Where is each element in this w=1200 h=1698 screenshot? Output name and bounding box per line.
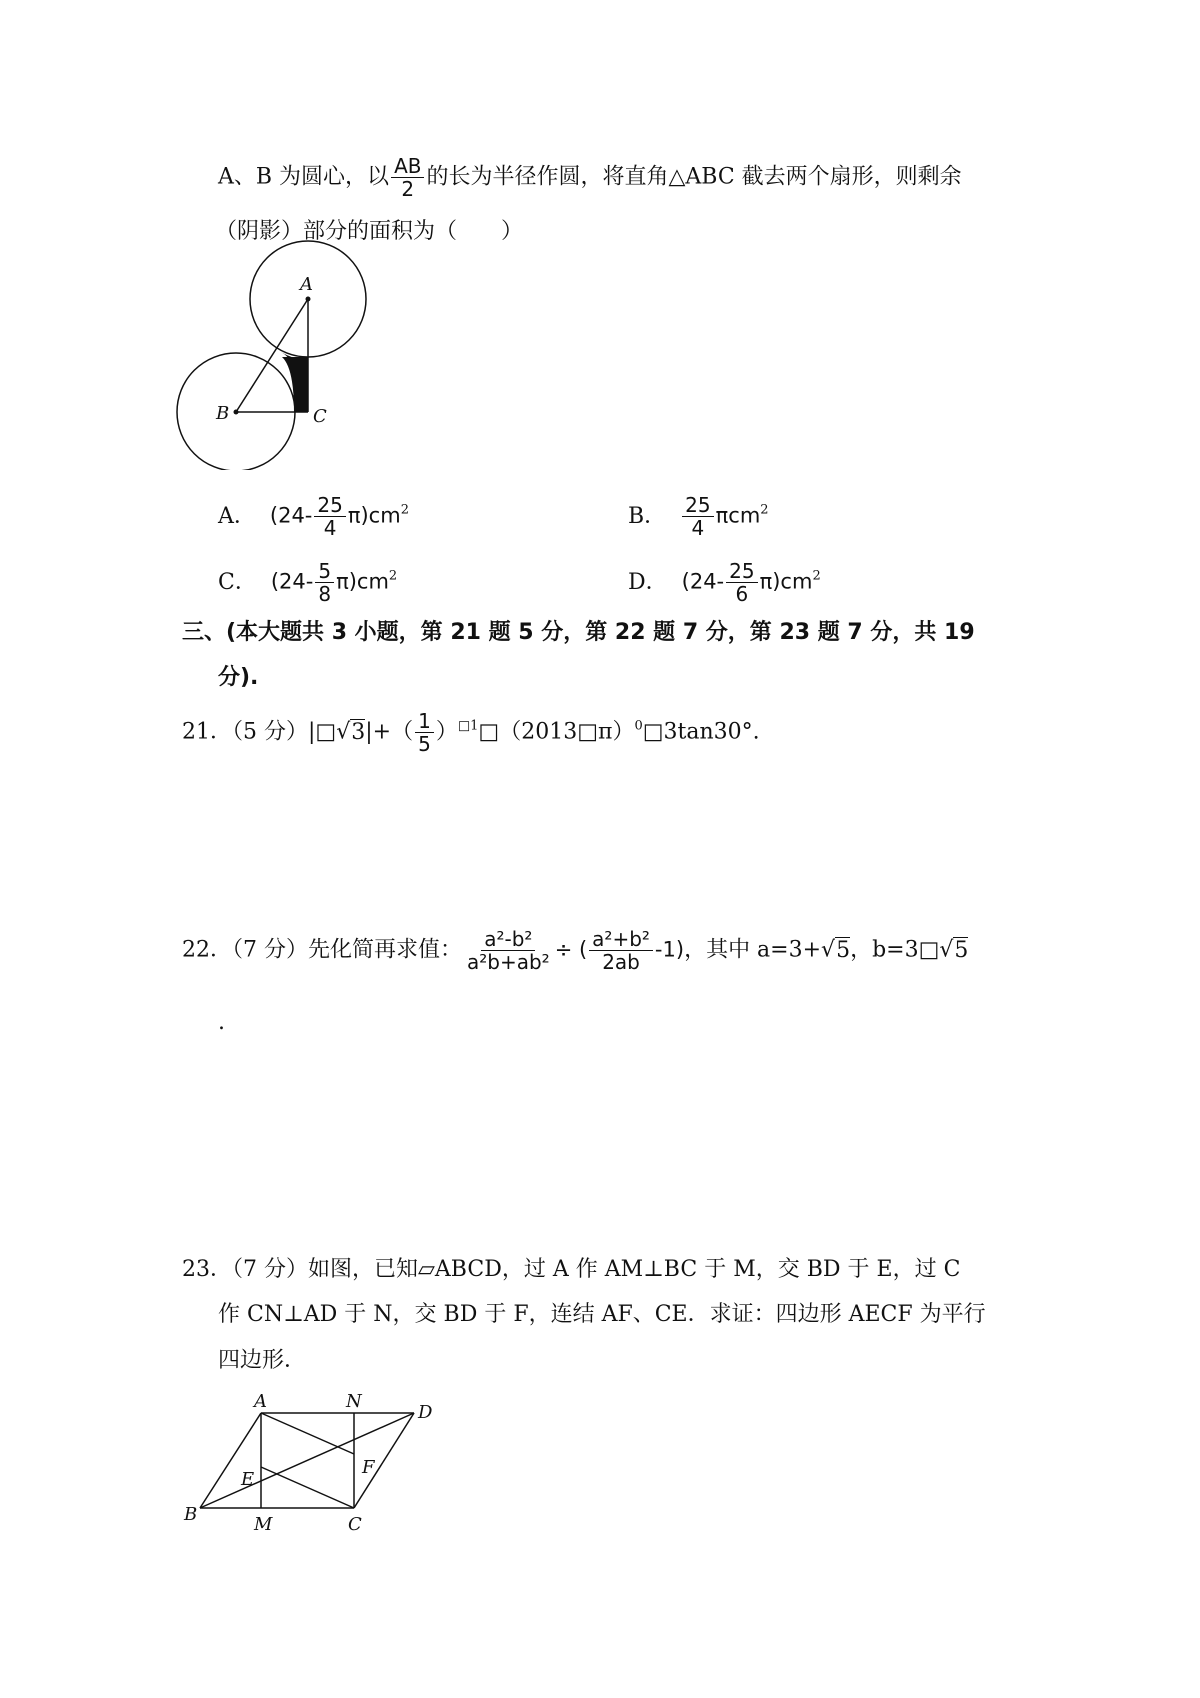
q23-line1: 23．（7 分）如图，已知▱ABCD，过 A 作 AM⊥BC 于 M，交 BD 于 E，过 C <box>182 1257 961 1282</box>
q20-option-d <box>628 560 821 605</box>
option-c-sup: 2 <box>388 568 398 584</box>
point-b-dot <box>234 410 239 415</box>
q21-part5: □3tan30°. <box>642 719 760 745</box>
q21-number: 21．（5 分） <box>182 719 308 745</box>
option-c-fraction <box>315 560 334 605</box>
label-f: F <box>362 1457 375 1478</box>
q21-part3: ） <box>435 719 458 745</box>
q21-part4: □（2013□π） <box>478 719 635 745</box>
q21-sup2: 0 <box>634 718 643 734</box>
q20-stem-part2: 的长为半径作圆，将直角△ABC 截去两个扇形，则剩余 <box>426 164 962 190</box>
q20-stem-part1: A、B 为圆心，以 <box>218 164 390 190</box>
q22-frac2-den: 2ab <box>602 950 640 974</box>
option-c-num: 5 <box>315 560 334 583</box>
q21-frac-den: 5 <box>418 732 431 756</box>
q22-dot: . <box>218 1010 225 1035</box>
q20-stem-line2: （阴影）部分的面积为（ ） <box>215 219 524 244</box>
option-c-post: π)cm <box>336 569 389 594</box>
segment-ce <box>261 1467 354 1508</box>
sqrt-icon: √ <box>336 719 351 745</box>
diagonal-bd <box>200 1413 414 1508</box>
label-e: E <box>241 1469 255 1490</box>
q23-parallelogram-figure <box>176 1385 446 1535</box>
q20-option-b <box>628 494 769 539</box>
option-a-sup: 2 <box>400 502 409 518</box>
option-a-post: π)cm <box>347 503 401 528</box>
q23-line3: 四边形． <box>218 1348 307 1373</box>
q22-fraction1 <box>464 928 553 973</box>
label-a: A <box>254 1391 267 1412</box>
q22-frac2-num: a²+b² <box>589 928 653 951</box>
q20-frac-denominator: 2 <box>401 177 415 201</box>
q22-line <box>182 928 968 973</box>
q21-frac-num: 1 <box>415 710 434 733</box>
q20-circles-figure <box>176 240 376 470</box>
option-c-label: C． <box>218 569 257 595</box>
option-b-sup: 2 <box>760 502 769 518</box>
q22-fraction2 <box>589 928 653 973</box>
option-b-label: B． <box>628 503 667 529</box>
section3-heading-line2: 分). <box>218 665 259 690</box>
segment-af <box>261 1413 354 1454</box>
q21-fraction <box>415 710 434 755</box>
option-d-num: 25 <box>726 560 757 583</box>
option-c-den: 8 <box>318 582 332 606</box>
q20-option-a <box>218 494 409 539</box>
label-b: B <box>184 1504 198 1525</box>
q20-stem-line1 <box>218 155 962 200</box>
option-b-den: 4 <box>691 516 705 540</box>
option-d-sup: 2 <box>812 568 821 584</box>
q21-part1: | <box>308 719 316 745</box>
section3-heading-line1: 三、(本大题共 3 小题，第 21 题 5 分，第 22 题 7 分，第 23 题 7 分，共 19 <box>182 620 975 645</box>
option-d-den: 6 <box>735 582 749 606</box>
q20-ab-over-2-fraction <box>391 155 424 200</box>
q22-frac1-den: a²b+ab² <box>467 950 550 974</box>
option-b-fraction <box>682 494 713 539</box>
option-d-pre: (24- <box>681 569 725 594</box>
option-a-label: A． <box>218 503 256 529</box>
q22-tail: -1) <box>654 937 685 962</box>
option-a-pre: (24- <box>269 503 313 528</box>
label-c: C <box>348 1514 362 1535</box>
q21-sup: □1 <box>457 718 479 734</box>
q20-frac-numerator: AB <box>391 155 424 178</box>
option-a-fraction <box>314 494 345 539</box>
q20-option-c <box>218 560 397 605</box>
label-n: N <box>346 1391 362 1412</box>
q22-sqrt1: 5 <box>836 937 851 963</box>
q22-condition2: ，b=3□ <box>850 937 940 963</box>
label-c: C <box>313 406 327 427</box>
point-a-dot <box>306 297 311 302</box>
q23-line2: 作 CN⊥AD 于 N，交 BD 于 F，连结 AF、CE．求证：四边形 AECF 为平行 <box>218 1302 986 1327</box>
q22-number: 22．（7 分）先化简再求值： <box>182 937 462 963</box>
option-c-pre: (24- <box>270 569 314 594</box>
label-b: B <box>216 403 230 424</box>
label-m: M <box>254 1514 273 1535</box>
label-a: A <box>300 274 313 295</box>
q21-line <box>182 710 760 755</box>
q22-frac1-num: a²-b² <box>481 928 535 951</box>
q22-condition1: ，其中 a=3+ <box>684 937 822 963</box>
q21-box1: □ <box>315 719 337 745</box>
q21-part2: |+（ <box>365 719 414 745</box>
option-d-fraction <box>726 560 757 605</box>
shaded-region-fill <box>282 357 308 412</box>
option-b-num: 25 <box>682 494 713 517</box>
option-d-label: D． <box>628 569 668 595</box>
q22-div: ÷ ( <box>554 937 588 962</box>
q21-sqrt-arg: 3 <box>351 719 366 745</box>
option-a-den: 4 <box>323 516 337 540</box>
sqrt-icon: √ <box>939 937 954 963</box>
sqrt-icon: √ <box>821 937 836 963</box>
option-a-num: 25 <box>314 494 345 517</box>
label-d: D <box>418 1402 433 1423</box>
q22-sqrt2: 5 <box>954 937 969 963</box>
option-d-post: π)cm <box>759 569 813 594</box>
option-b-post: πcm <box>715 503 761 528</box>
